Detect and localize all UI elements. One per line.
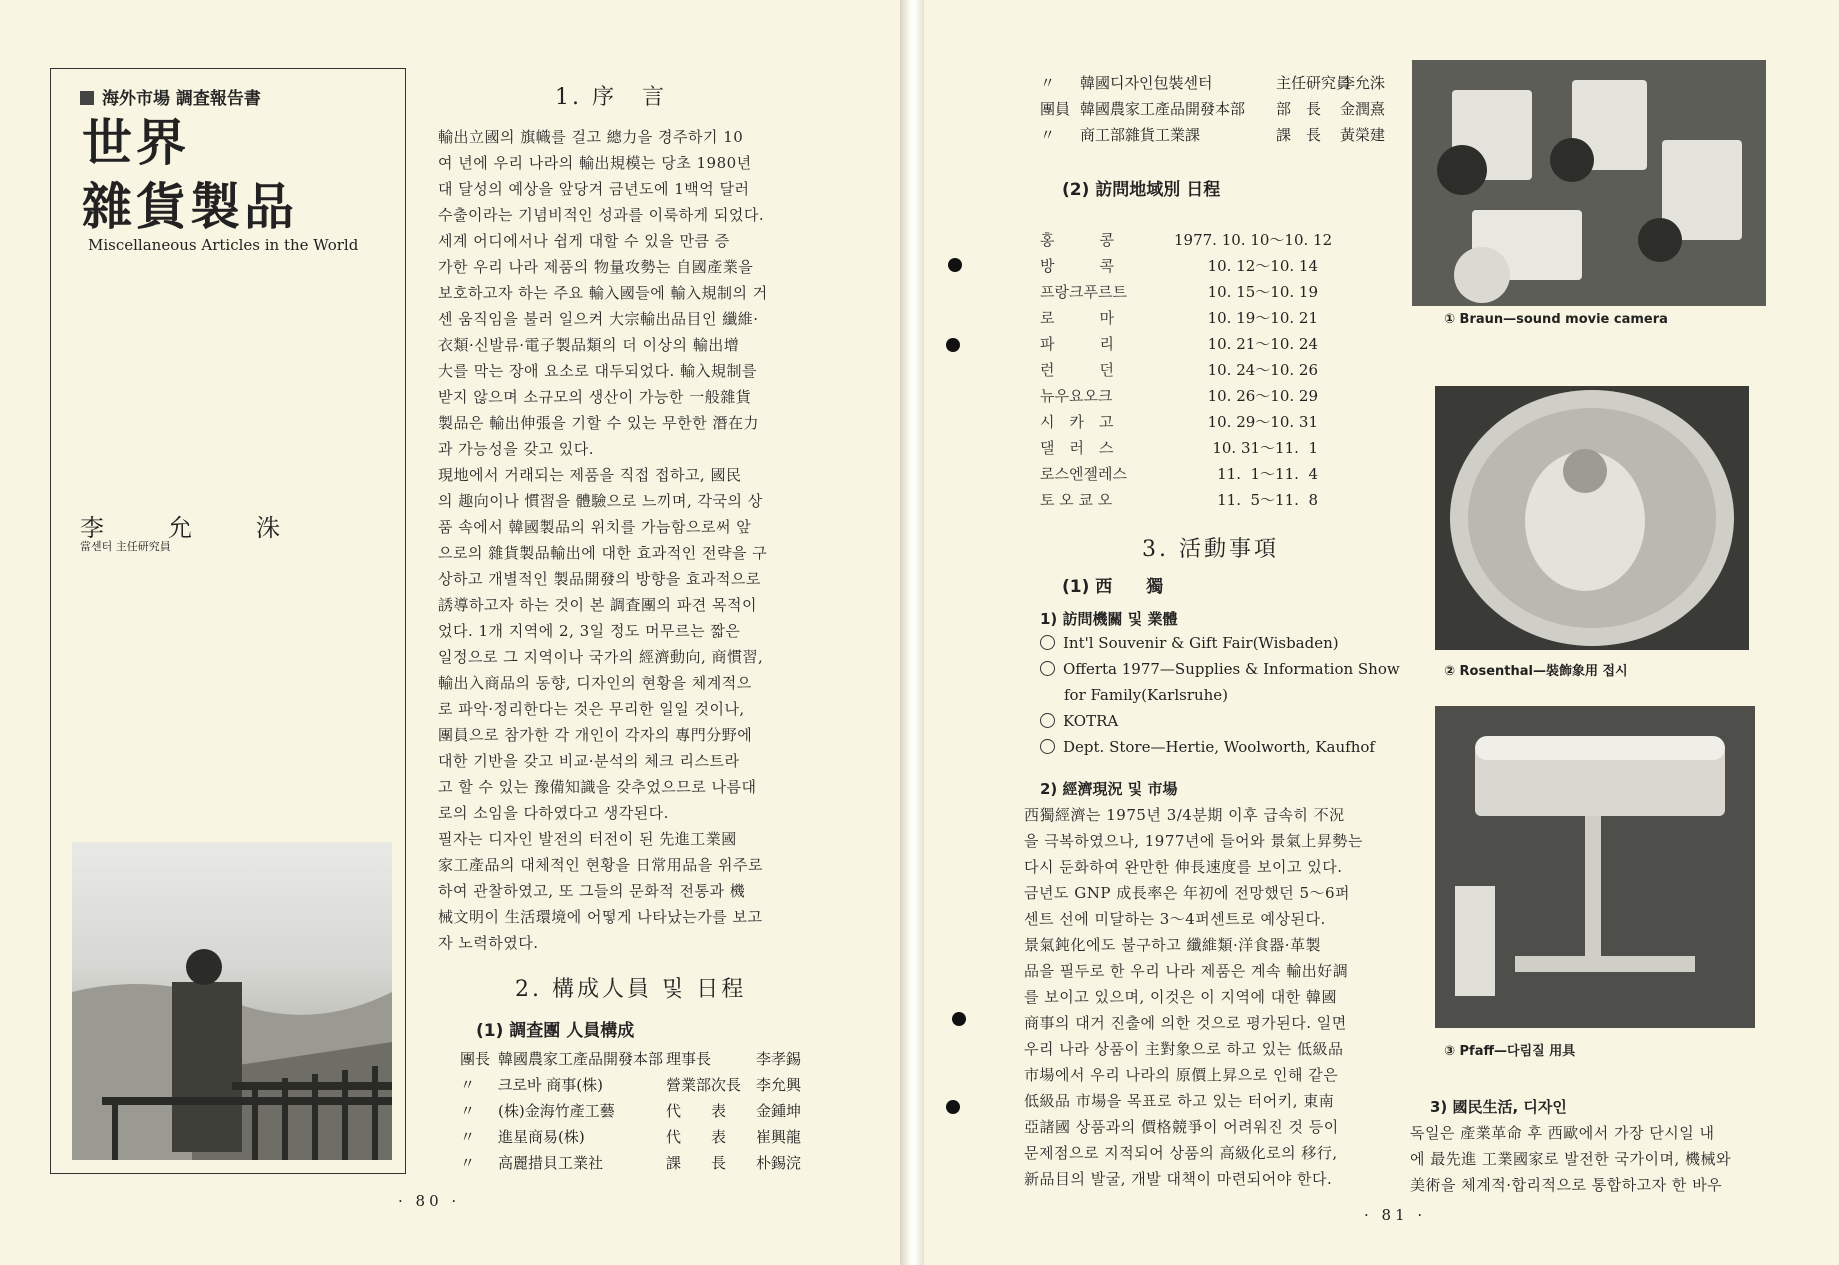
visited-item-text: Offerta 1977—Supplies & Information Show: [1063, 660, 1400, 678]
body-line: 금년도 GNP 成長率은 年初에 전망했던 5～6퍼: [1024, 884, 1351, 902]
circle-bullet-icon: [1040, 635, 1055, 650]
visited-item: [1040, 712, 1118, 730]
body-line: 品을 필두로 한 우리 나라 제품은 계속 輸出好調: [1024, 962, 1349, 980]
caption-1: ① Braun—sound movie camera: [1444, 312, 1668, 327]
body-line: 대한 기반을 갖고 비교·분석의 체크 리스트라: [438, 752, 740, 770]
body-line: 품 속에서 韓國製品의 위치를 가늠함으로써 앞: [438, 518, 752, 536]
member-mark: 團員: [1040, 100, 1071, 118]
member-mark: 〃: [1040, 74, 1056, 92]
schedule-dates: 10. 24～10. 26: [1207, 361, 1318, 379]
body-line: 團員으로 참가한 각 개인이 각자의 專門分野에: [438, 726, 753, 744]
body-line: 으로의 雜貨製品輸出에 대한 효과적인 전략을 구: [438, 544, 768, 562]
body-line: 亞諸國 상품과의 價格競爭이 어려워진 것 등이: [1024, 1118, 1339, 1136]
author-photo-illustration: [72, 842, 392, 1160]
schedule-dates: 11. 5～11. 8: [1217, 491, 1318, 509]
member-mark: 〃: [460, 1076, 476, 1094]
body-line: 보호하고자 하는 주요 輸入國들에 輸入規制의 거: [438, 284, 768, 302]
member-mark: 〃: [460, 1102, 476, 1120]
visited-item: [1040, 660, 1400, 678]
body-line: 景氣鈍化에도 불구하고 纖維類·洋食器·革製: [1024, 936, 1322, 954]
body-line: 여 년에 우리 나라의 輸出規模는 당초 1980년: [438, 154, 752, 172]
member-org: 크로바 商事(株): [498, 1076, 603, 1094]
circle-bullet-icon: [1040, 661, 1055, 676]
body-line: 수출이라는 기념비적인 성과를 이룩하게 되었다.: [438, 206, 765, 224]
member-org: (株)金海竹產工藝: [498, 1102, 615, 1120]
member-title: 營業部次長: [666, 1076, 742, 1094]
member-name: 李允洙: [1340, 74, 1386, 92]
schedule-city: 뉴우요오크: [1040, 387, 1113, 405]
article-title-line1: 世界: [82, 113, 190, 172]
member-name: 黃榮建: [1340, 126, 1386, 144]
book-gutter: [900, 0, 924, 1265]
section3-subheading: (1) 西 獨: [1062, 577, 1164, 597]
photo-pfaff-ironing: [1435, 706, 1755, 1028]
circle-bullet-icon: [1040, 713, 1055, 728]
schedule-city: 런 던: [1040, 361, 1114, 379]
body-line: 자 노력하였다.: [438, 934, 539, 952]
member-title: 課 長: [1276, 126, 1322, 144]
circle-bullet-icon: [1040, 739, 1055, 754]
schedule-dates: 10. 21～10. 24: [1207, 335, 1318, 353]
body-line: 우리 나라 상품이 主對象으로 하고 있는 低級品: [1024, 1040, 1344, 1058]
right-page: [924, 0, 1839, 1265]
body-line: 독일은 產業革命 후 西歐에서 가장 단시일 내: [1410, 1124, 1715, 1142]
visited-item-continued: for Family(Karlsruhe): [1064, 686, 1229, 704]
schedule-dates: 10. 19～10. 21: [1207, 309, 1318, 327]
visited-heading: 1) 訪問機關 및 業體: [1040, 610, 1178, 628]
section1-body: [438, 124, 798, 956]
section3-heading: 3. 活動事項: [1142, 537, 1279, 562]
schedule-dates: 10. 15～10. 19: [1207, 283, 1318, 301]
schedule-dates: 10. 31～11. 1: [1212, 439, 1318, 457]
article-subtitle: Miscellaneous Articles in the World: [88, 236, 359, 254]
member-title: 理事長: [666, 1050, 712, 1068]
visited-item-text: KOTRA: [1063, 712, 1119, 730]
schedule-city: 로 마: [1040, 309, 1114, 327]
series-label: [80, 84, 261, 109]
body-line: 低級品 市場을 목표로 하고 있는 터어키, 東南: [1024, 1092, 1335, 1110]
schedule-city: 프랑크푸르트: [1040, 283, 1127, 301]
member-name: 李孝錫: [756, 1050, 802, 1068]
member-mark: 〃: [1040, 126, 1056, 144]
visited-item: [1040, 738, 1375, 756]
body-line: 가한 우리 나라 제품의 物量攻勢는 自國產業을: [438, 258, 754, 276]
binding-hole: [946, 1100, 960, 1114]
member-org: 韓國農家工產品開發本部: [1080, 100, 1246, 118]
pfaff-ironer-illustration: [1435, 706, 1755, 1028]
body-line: 械文明이 生活環境에 어떻게 나타났는가를 보고: [438, 908, 763, 926]
page-number: · 80 ·: [398, 1192, 461, 1210]
member-title: 代 表: [666, 1128, 727, 1146]
author-char: 李: [80, 514, 104, 542]
body-line: 대 달성의 예상을 앞당겨 금년도에 1백억 달러: [438, 180, 750, 198]
photo-rosenthal-plate: [1435, 386, 1749, 650]
schedule-city: 방 콕: [1040, 257, 1114, 275]
body-line: 大를 막는 장애 요소로 대두되었다. 輸入規制를: [438, 362, 757, 380]
braun-camera-illustration: [1412, 60, 1766, 306]
body-line: 誘導하고자 하는 것이 본 調査團의 파견 목적이: [438, 596, 757, 614]
member-name: 金潤熹: [1340, 100, 1386, 118]
body-line: 필자는 디자인 발전의 터전이 된 先進工業國: [438, 830, 737, 848]
economy-heading: 2) 經濟現況 및 市場: [1040, 780, 1178, 798]
page-number: · 81 ·: [1364, 1206, 1427, 1224]
member-mark: 〃: [460, 1128, 476, 1146]
visited-item-text: Int'l Souvenir & Gift Fair(Wisbaden): [1063, 634, 1339, 652]
body-line: 에 最先進 工業國家로 발전한 국가이며, 機械와: [1410, 1150, 1732, 1168]
author-role: 當센터 主任研究員: [80, 540, 171, 553]
author-photo: [72, 842, 392, 1160]
schedule-city: 시 카 고: [1040, 413, 1114, 431]
economy-body: [1024, 802, 1394, 1192]
body-line: 輸出入商品의 동향, 디자인의 현황을 체계적으: [438, 674, 752, 692]
life-design-heading: 3) 國民生活, 디자인: [1430, 1098, 1567, 1116]
member-name: 崔興龍: [756, 1128, 802, 1146]
member-mark: 〃: [460, 1154, 476, 1172]
member-org: 進星商易(株): [498, 1128, 585, 1146]
schedule-city: 홍 콩: [1040, 231, 1114, 249]
body-line: 고 할 수 있는 豫備知識을 갖추었으므로 나름대: [438, 778, 757, 796]
body-line: 었다. 1개 지역에 2, 3일 정도 머무르는 짧은: [438, 622, 741, 640]
life-design-body: [1410, 1120, 1780, 1198]
member-title: 課 長: [666, 1154, 727, 1172]
visited-item: [1040, 634, 1339, 652]
visited-item-text: Dept. Store—Hertie, Woolworth, Kaufhof: [1063, 738, 1375, 756]
binding-hole: [952, 1012, 966, 1026]
binding-hole: [948, 258, 962, 272]
body-line: 新品目의 발굴, 개발 대책이 마련되어야 한다.: [1024, 1170, 1333, 1188]
body-line: 일정으로 그 지역이나 국가의 經濟動向, 商慣習,: [438, 648, 764, 666]
member-name: 朴錫浣: [756, 1154, 802, 1172]
member-org: 韓國디자인包裝센터: [1080, 74, 1213, 92]
body-line: 문제점으로 지적되어 상품의 高級化로의 移行,: [1024, 1144, 1338, 1162]
schedule-city: 로스엔젤레스: [1040, 465, 1127, 483]
body-line: 상하고 개별적인 製品開發의 방향을 효과적으로: [438, 570, 761, 588]
binding-hole: [946, 338, 960, 352]
member-org: 商工部雜貨工業課: [1080, 126, 1201, 144]
body-line: 의 趣向이나 慣習을 體驗으로 느끼며, 각국의 상: [438, 492, 763, 510]
schedule-dates: 10. 29～10. 31: [1207, 413, 1318, 431]
member-name: 李允興: [756, 1076, 802, 1094]
member-name: 金鍾坤: [756, 1102, 802, 1120]
square-bullet-icon: [80, 91, 94, 105]
author-char: 洙: [256, 514, 280, 542]
caption-2: ② Rosenthal—裝飾象用 접시: [1444, 664, 1628, 679]
body-line: 을 극복하였으나, 1977년에 들어와 景氣上昇勢는: [1024, 832, 1363, 850]
schedule-dates: 10. 12～10. 14: [1207, 257, 1318, 275]
author-char: 允: [168, 514, 192, 542]
body-line: 衣類·신발류·電子製品類의 더 이상의 輸出增: [438, 336, 740, 354]
section1-heading: 1. 序 言: [555, 85, 667, 110]
schedule-city: 댈 러 스: [1040, 439, 1114, 457]
body-line: 製品은 輸出伸張을 기할 수 있는 무한한 潛在力: [438, 414, 760, 432]
body-line: 하여 관찰하였고, 또 그들의 문화적 전통과 機: [438, 882, 746, 900]
body-line: 과 가능성을 갖고 있다.: [438, 440, 594, 458]
schedule-dates: 11. 1～11. 4: [1217, 465, 1318, 483]
body-line: 家工產品의 대체적인 현황을 日常用品을 위주로: [438, 856, 763, 874]
body-line: 로의 소임을 다하였다고 생각된다.: [438, 804, 669, 822]
schedule-city: 토 오 쿄 오: [1040, 491, 1113, 509]
schedule-city: 파 리: [1040, 335, 1114, 353]
body-line: 세계 어디에서나 쉽게 대할 수 있을 만큼 증: [438, 232, 730, 250]
schedule-dates: 10. 26～10. 29: [1207, 387, 1318, 405]
member-title: 部 長: [1276, 100, 1322, 118]
member-org: 高麗措貝工業社: [498, 1154, 604, 1172]
body-line: 센트 선에 미달하는 3～4퍼센트로 예상된다.: [1024, 910, 1326, 928]
caption-3: ③ Pfaff—다림질 用具: [1444, 1044, 1576, 1059]
member-mark: 團長: [460, 1050, 491, 1068]
series-text: 海外市場 調査報告書: [102, 89, 261, 109]
body-line: 를 보이고 있으며, 이것은 이 지역에 대한 韓國: [1024, 988, 1337, 1006]
body-line: 西獨經濟는 1975년 3/4분期 이후 급속히 不況: [1024, 806, 1345, 824]
member-title: 代 表: [666, 1102, 727, 1120]
left-page: [0, 0, 900, 1265]
schedule-heading: (2) 訪問地域別 日程: [1062, 180, 1221, 200]
rosenthal-plate-illustration: [1435, 386, 1749, 650]
body-line: 市場에서 우리 나라의 原價上昇으로 인해 같은: [1024, 1066, 1339, 1084]
section2-subheading: (1) 調查團 人員構成: [476, 1021, 635, 1041]
body-line: 商事의 대거 진출에 의한 것으로 평가된다. 일면: [1024, 1014, 1347, 1032]
body-line: 다시 둔화하여 완만한 伸長速度를 보이고 있다.: [1024, 858, 1343, 876]
body-line: 센 움직임을 불러 일으켜 大宗輸出品目인 纖維·: [438, 310, 759, 328]
photo-braun-camera: [1412, 60, 1766, 306]
body-line: 받지 않으며 소규모의 생산이 가능한 一般雜貨: [438, 388, 752, 406]
body-line: 輸出立國의 旗幟를 걸고 總力을 경주하기 10: [438, 128, 744, 146]
body-line: 現地에서 거래되는 제품을 직접 접하고, 國民: [438, 466, 742, 484]
member-title: 主任研究員: [1276, 74, 1352, 92]
schedule-dates: 1977. 10. 10～10. 12: [1174, 231, 1333, 249]
article-title-line2: 雜貨製品: [82, 177, 298, 236]
body-line: 美術을 체계적·합리적으로 통합하고자 한 바우: [1410, 1176, 1723, 1194]
section2-heading: 2. 構成人員 및 日程: [515, 977, 747, 1002]
body-line: 로 파악·정리한다는 것은 무리한 일일 것이나,: [438, 700, 745, 718]
member-org: 韓國農家工產品開發本部: [498, 1050, 664, 1068]
